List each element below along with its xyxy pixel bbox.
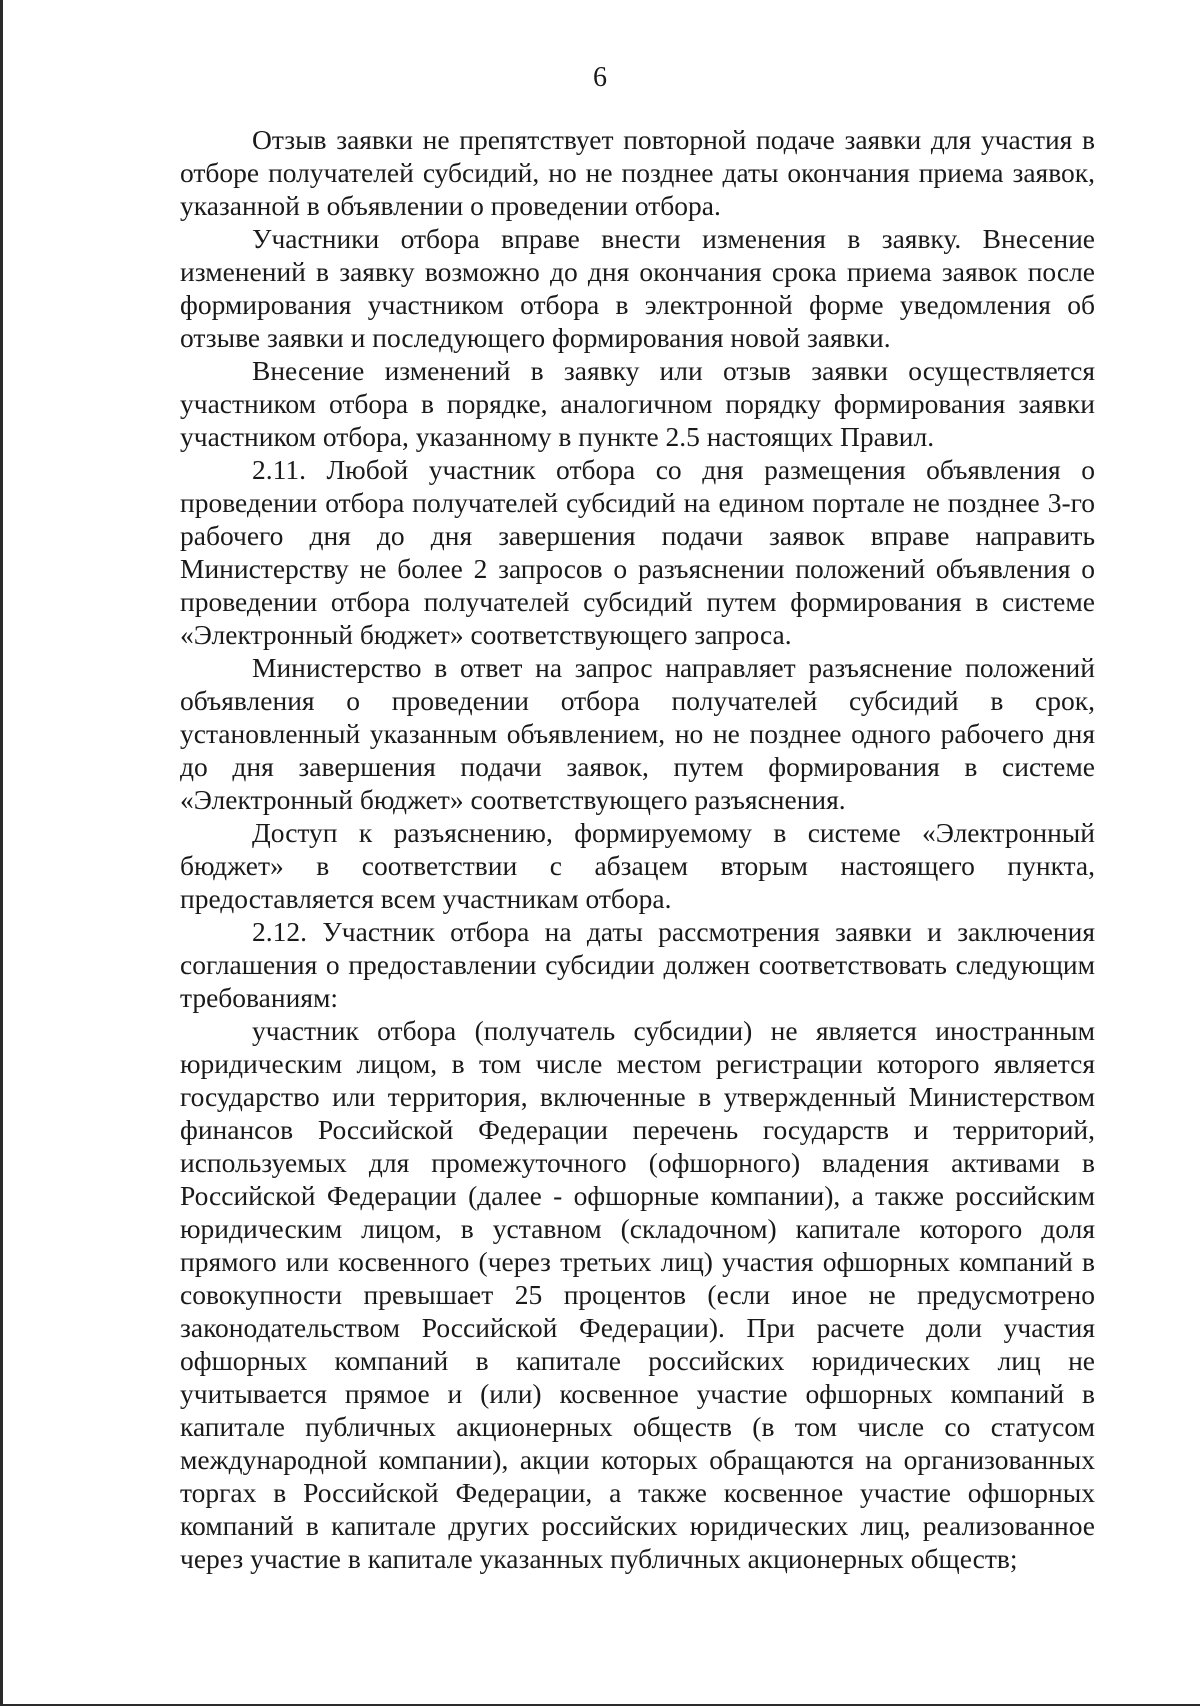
scan-edge-left xyxy=(0,0,3,1706)
paragraph-offshore-requirement: участник отбора (получатель субсидии) не является иностранным юридическим лицом, в том числе местом регистрации которого является государство или территория, включенные в утвержденный Министерством финансов Российской Федерации перечень государств и территорий, используемых для промежуточного (офшорного) владения активами в Российской Федерации (далее - офшорные компании), а также российским юридическим лицом, в уставном (складочном) капитале которого доля прямого или косвенного (через третьих лиц) участия офшорных компаний в совокупности превышает 25 процентов (если иное не предусмотрено законодательством Российской Федерации). При расчете доли участия офшорных компаний в капитале российских юридических лиц не учитывается прямое и (или) косвенное участие офшорных компаний в капитале публичных акционерных обществ (в том числе со статусом международной компании), акции которых обращаются на организованных торгах в Российской Федерации, а также косвенное участие офшорных компаний в капитале других российских юридических лиц, реализованное через участие в капитале указанных публичных акционерных обществ; xyxy=(180,1015,1095,1574)
paragraph-ministry-response: Министерство в ответ на запрос направляет разъяснение положений объявления о проведении отбора получателей субсидий в срок, установленный указанным объявлением, но не позднее одного рабочего дня до дня завершения подачи заявок, путем формирования в системе «Электронный бюджет» соответствующего разъяснения. xyxy=(180,652,1095,815)
paragraph-clause-2-11: 2.11. Любой участник отбора со дня размещения объявления о проведении отбора получателей субсидий на едином портале не позднее 3-го рабочего дня до дня завершения подачи заявок вправе направить Министерству не более 2 запросов о разъяснении положений объявления о проведении отбора получателей субсидий путем формирования в системе «Электронный бюджет» соответствующего запроса. xyxy=(180,454,1095,650)
paragraph-amendments: Участники отбора вправе внести изменения в заявку. Внесение изменений в заявку возможно до дня окончания срока приема заявок после формирования участником отбора в электронной форме уведомления об отзыве заявки и последующего формирования новой заявки. xyxy=(180,223,1095,353)
page-number: 6 xyxy=(593,62,607,93)
paragraph-withdrawal: Отзыв заявки не препятствует повторной подаче заявки для участия в отборе получателей субсидий, но не позднее даты окончания приема заявок, указанной в объявлении о проведении отбора. xyxy=(180,124,1095,221)
document-body xyxy=(180,123,1095,1575)
paragraph-access-to-clarification: Доступ к разъяснению, формируемому в системе «Электронный бюджет» в соответствии с абзацем вторым настоящего пункта, предоставляется всем участникам отбора. xyxy=(180,817,1095,914)
paragraph-clause-2-12: 2.12. Участник отбора на даты рассмотрения заявки и заключения соглашения о предоставлении субсидии должен соответствовать следующим требованиям: xyxy=(180,916,1095,1013)
paragraph-amendment-procedure: Внесение изменений в заявку или отзыв заявки осуществляется участником отбора в порядке, аналогичном порядку формирования заявки участником отбора, указанному в пункте 2.5 настоящих Правил. xyxy=(180,355,1095,452)
